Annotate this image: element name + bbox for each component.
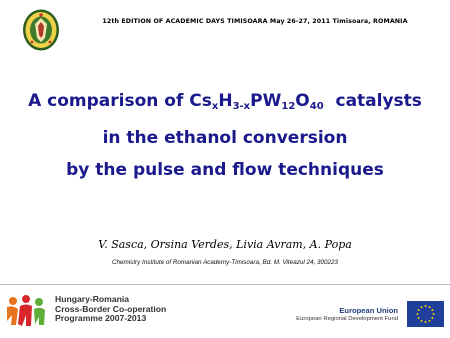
eu-line-1: European Union bbox=[339, 306, 398, 315]
institution: Chemistry Institute of Romanian Academy-Timisoara, Bd. M. Viteazul 24, 300223 bbox=[111, 259, 339, 266]
cross-border-figures-icon bbox=[4, 291, 48, 331]
title-line-2: in the ethanol conversion bbox=[102, 128, 348, 148]
academy-crest-icon bbox=[21, 8, 61, 52]
eu-text bbox=[296, 306, 398, 323]
footer-divider bbox=[0, 284, 450, 285]
title-line-3: by the pulse and flow techniques bbox=[66, 160, 384, 180]
title-sub-3x: 3-x bbox=[232, 101, 251, 112]
title-sub-12: 12 bbox=[281, 101, 296, 112]
programme-line-2: Cross-Border Co-operation bbox=[55, 303, 167, 314]
title-prefix: A comparison of Cs bbox=[28, 91, 212, 111]
title-o: O bbox=[295, 91, 310, 111]
conference-header: 12th EDITION OF ACADEMIC DAYS TIMISOARA May 26-27, 2011 Timisoara, ROMANIA bbox=[102, 18, 408, 25]
eu-flag-icon bbox=[407, 301, 444, 327]
title-suffix: catalysts bbox=[323, 91, 422, 111]
authors: V. Sasca, Orsina Verdes, Livia Avram, A. Popa bbox=[98, 238, 352, 251]
title-sub-x: x bbox=[211, 101, 219, 112]
title-line-1 bbox=[0, 91, 450, 111]
title-sub-40: 40 bbox=[309, 101, 324, 112]
programme-line-3: Programme 2007-2013 bbox=[55, 313, 147, 324]
programme-text bbox=[55, 295, 166, 324]
eu-line-2: European Regional Development Fund bbox=[296, 316, 398, 322]
programme-line-1: Hungary-Romania bbox=[55, 294, 130, 304]
title-pw: PW bbox=[250, 91, 282, 111]
title-h: H bbox=[218, 91, 233, 111]
